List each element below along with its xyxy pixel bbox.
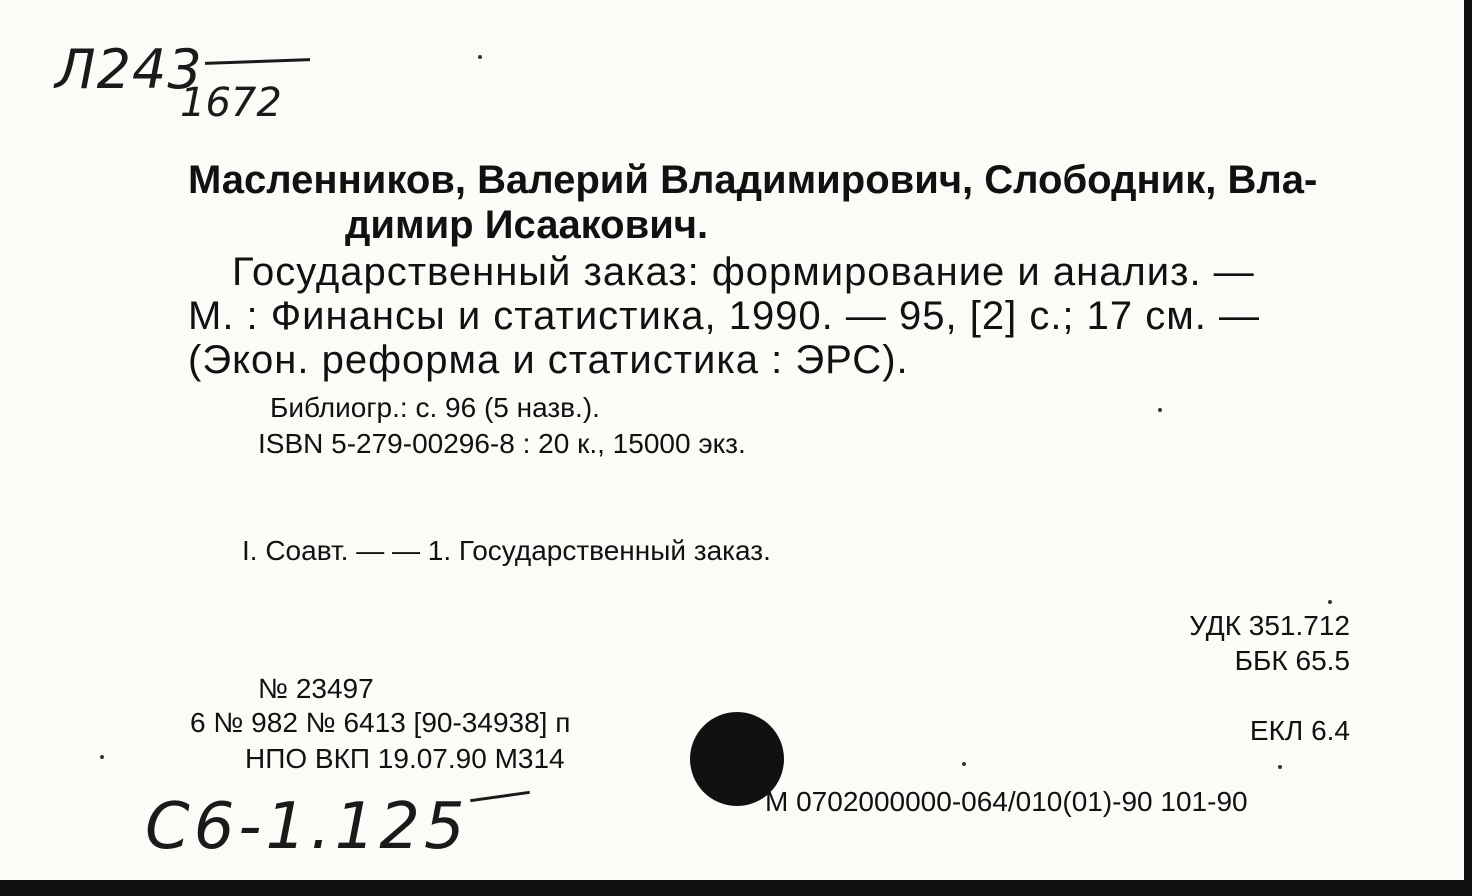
speck bbox=[478, 55, 482, 59]
bbk-code: ББК 65.5 bbox=[1234, 645, 1350, 676]
handwritten-stroke bbox=[205, 58, 310, 65]
print-info-line-2: НПО ВКП 19.07.90 M314 bbox=[245, 743, 565, 774]
author-line-2: димир Исаакович. bbox=[345, 203, 709, 247]
title-line-2: М. : Финансы и статистика, 1990. — 95, [2] с.; 17 см. — bbox=[188, 294, 1260, 338]
handwritten-stroke-bottom bbox=[470, 791, 530, 802]
bibliography-note: Библиогр.: с. 96 (5 назв.). bbox=[270, 392, 600, 423]
speck bbox=[1158, 408, 1162, 412]
speck bbox=[962, 762, 966, 766]
author-line-1: Масленников, Валерий Владимирович, Слободник, Вла- bbox=[188, 158, 1318, 202]
udk-code: УДК 351.712 bbox=[1189, 610, 1350, 641]
speck bbox=[1278, 765, 1282, 769]
speck bbox=[1328, 600, 1332, 604]
handwritten-sub-number: 1672 bbox=[180, 80, 282, 126]
card-number: № 23497 bbox=[258, 673, 374, 704]
speck bbox=[100, 755, 104, 759]
print-info-line-1: 6 № 982 № 6413 [90-34938] п bbox=[190, 707, 571, 738]
title-line-1: Государственный заказ: формирование и анализ. — bbox=[232, 250, 1255, 294]
isbn-note: ISBN 5-279-00296-8 : 20 к., 15000 экз. bbox=[258, 428, 746, 459]
catalog-code: М 0702000000-064/010(01)-90 101-90 bbox=[765, 786, 1248, 817]
handwritten-bottom-code: C6-1.125 bbox=[145, 790, 469, 864]
handwritten-shelf-number: Л243 bbox=[55, 38, 203, 101]
title-line-3: (Экон. реформа и статистика : ЭРС). bbox=[188, 338, 909, 382]
ekl-code: ЕКЛ 6.4 bbox=[1249, 715, 1350, 746]
tracing-line: I. Соавт. — — 1. Государственный заказ. bbox=[242, 535, 771, 566]
